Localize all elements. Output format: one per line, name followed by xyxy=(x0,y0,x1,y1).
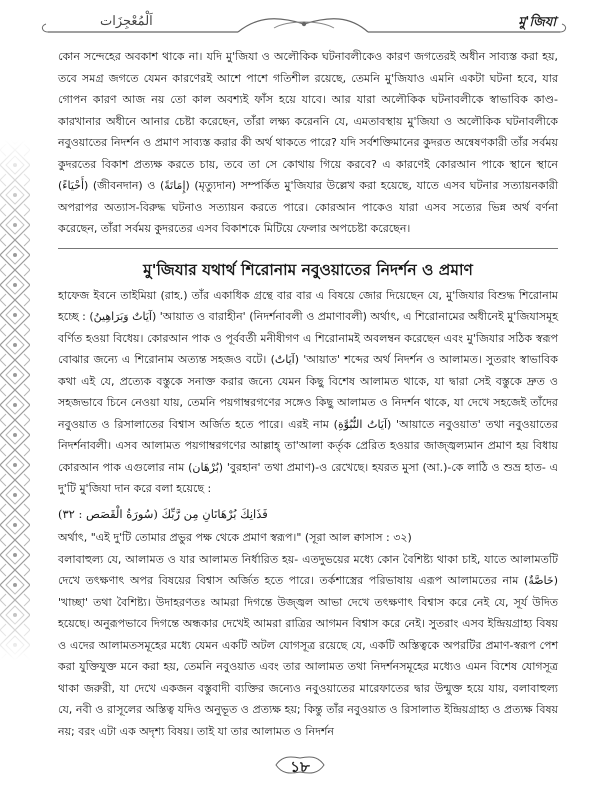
header-right-title: মু'জিযা xyxy=(518,15,556,30)
page-number: ১৮ xyxy=(290,758,310,776)
section-divider xyxy=(58,248,558,249)
header-left-title: اَلْمُعْجِزَات xyxy=(100,14,153,29)
page-body xyxy=(58,46,558,742)
page-header xyxy=(38,6,570,38)
section-heading: মু'জিযার যথার্থ শিরোনাম নবুওয়াতের নিদর্শন ও প্রমাণ xyxy=(143,260,473,279)
paragraph-middle: হাফেজ ইবনে তাইমিয়া (রাহ.) তাঁর একাধিক গ্রন্থে বার বার এ বিষয়ে জোর দিয়েছেন যে, মু'জিযার বিশুদ্ধ শিরোনাম হচ্ছে : (آيَاتٌ وَبَرَاهِينُ) 'আয়াত ও বারাহীন' (নিদর্শনাবলী ও প্রমাণাবলী) অর্থাৎ, এ শিরোনামের অধীনেই মু'জিযাসমূহ বর্ণিত হওয়া বিধেয়। কোরআন পাক ও পূর্ববর্তী মনীষীগণ এ শিরোনামই অবলম্বন করেছেন এবং মু'জিযার সঠিক স্বরূপ বোঝার জন্যে এ শিরোনাম অত্যন্ত সহজও বটে। (آيَاتٌ) 'আয়াত' শব্দের অর্থ নিদর্শন ও আলামত। সুতরাং স্বাভাবিক কথা এই যে, প্রত্যেক বস্তুকে সনাক্ত করার জন্যে যেমন কিছু বিশেষ আলামত থাকে, যা দ্বারা সেই বস্তুকে দ্রুত ও সহজভাবে চিনে নেওয়া যায়, তেমনি পয়গাম্বরগণের সঙ্গেও কিছু আলামত ও নিদর্শন থাকে, যা দেখে সহজেই তাঁদের নবুওয়াত ও রিসালাতের বিশ্বাস অর্জিত হতে পারে। এরই নাম (آيَاتُ النُّبُوَّةِ) 'আয়াতে নবুওয়াত' তথা নবুওয়াতের নিদর্শনাবলী। এসব আলামত পয়গাম্বরগণের আল্লাহ্ তা'আলা কর্তৃক প্রেরিত হওয়ার জাজ্জ্বল্যমান প্রমাণ হয় বিধায় কোরআন পাক এগুলোর নাম (بُرْهَان) 'বুরহান' তথা প্রমাণ)-ও রেখেছে। হযরত মুসা (আ.)-কে লাঠি ও শুভ্র হাত- এ দু'টি মু'জিযা দান করে বলা হয়েছে : xyxy=(58,288,558,495)
arabic-quote: فَذَانِكَ بُرْهَانَانِ مِن رَّبِّكَ (سُورَةُ الْقَصَص : ٣٢) xyxy=(58,506,268,521)
paragraph-top: কোন সন্দেহের অবকাশ থাকে না। যদি মু'জিযা ও অলৌকিক ঘটনাবলীকেও কারণ জগতেরই অধীন সাব্যস্ত করা হয়, তবে সমগ্র জগতে যেমন কারণেরই আশে পাশে গতিশীল রয়েছে, তেমনি মু'জিযাও এমনি একটা ঘটনা হবে, যার গোপন কারণ আজ নয় তো কাল অবশ্যই ফাঁস হয়ে যাবে। আর যারা অলৌকিক ঘটনাবলীকে স্বাভাবিক কাণ্ড-কারখানার অধীনে আনার চেষ্টা করেছেন, তাঁরা লক্ষ্য করেননি যে, এমতাবস্থায় মু'জিযা ও অলৌকিক ঘটনাবলীকে নবুওয়াতের নিদর্শন ও প্রমাণ সাব্যস্ত করার কী অর্থ থাকতে পারে? যদি সর্বশক্তিমানের কুদরত অন্বেষণকারী তাঁর সর্বময় কুদরতের বিকাশ প্রত্যক্ষ করতে চায়, তবে তা সে কোথায় গিয়ে করবে? এ কারণেই কোরআন পাকে স্থানে স্থানে (أَحْيَاءً) (জীবনদান) ও (إِمَاتَةً) (মৃত্যুদান) সম্পর্কিত মু'জিযার উল্লেখ করা হয়েছে, যাতে এসব ঘটনার সত্যায়নকারী অপরাপর অত্যাস-বিরুদ্ধ ঘটনাও সত্যায়ন করতে পারে। কোরআন পাকেও যারা এসব সত্যের ভিন্ন অর্থ বর্ণনা করেছেন, তাঁরা সর্বময় কুদরতের এসব বিকাশকে মিটিয়ে ফেলার অপচেষ্টা করেছেন। xyxy=(58,50,558,235)
paragraph-bottom: বলাবাহুল্য যে, আলামত ও যার আলামত নির্ধারিত হয়- এতদুভয়ের মধ্যে কোন বৈশিষ্ট্য থাকা চাই, যাতে আলামতটি দেখে তৎক্ষণাৎ অপর বিষয়ের বিশ্বাস অর্জিত হতে পারে। তর্কশাস্ত্রের পরিভাষায় এরূপ আলামতের নাম (خَاصَّةٌ) 'খাচ্ছা' তথা বৈশিষ্ট্য। উদাহরণতঃ আমরা দিগন্তে উজ্জ্বল আভা দেখে তৎক্ষণাৎ বিশ্বাস করে নেই যে, সূর্য উদিত হয়েছে। অনুরূপভাবে দিগন্তে অন্ধকার দেখেই আমরা রাত্রির আগমন বিশ্বাস করে নেই। সুতরাং এসব ইন্দ্রিয়গ্রাহ্য বিষয় ও এদের আলামতসমূহের মধ্যে যেমন একটি অটল যোগসূত্র রয়েছে যে, একটি অস্তিত্বকে অপরটির প্রমাণ-স্বরূপ পেশ করা যুক্তিযুক্ত মনে করা হয়, তেমনি নবুওয়াত এবং তার আলামত তথা নিদর্শনসমূহের মধ্যেও এমন বিশেষ যোগসূত্র থাকা জরুরী, যা দেখে একজন বস্তুবাদী ব্যক্তির জন্যেও নবুওয়াতের মারেফাতের দ্বার উন্মুক্ত হয়ে যায়, বলাবাহুল্য যে, নবী ও রাসূলের অস্তিত্ব যদিও অনুভূত ও প্রত্যক্ষ হয়; কিন্তু তাঁর নবুওয়াত ও রিসালাত ইন্দ্রিয়গ্রাহ্য ও প্রত্যক্ষ বিষয় নয়; বরং এটা এক অদৃশ্য বিষয়। তাই যা তার আলামত ও নিদর্শন xyxy=(58,552,558,738)
paragraph-translation: অর্থাৎ, "এই দু'টি তোমার প্রভুর পক্ষ থেকে প্রমাণ স্বরূপ।" (সূরা আল ক্বাসাস : ৩২) xyxy=(58,531,412,544)
page-number-badge xyxy=(272,754,328,776)
decorative-side-pattern xyxy=(0,0,30,789)
